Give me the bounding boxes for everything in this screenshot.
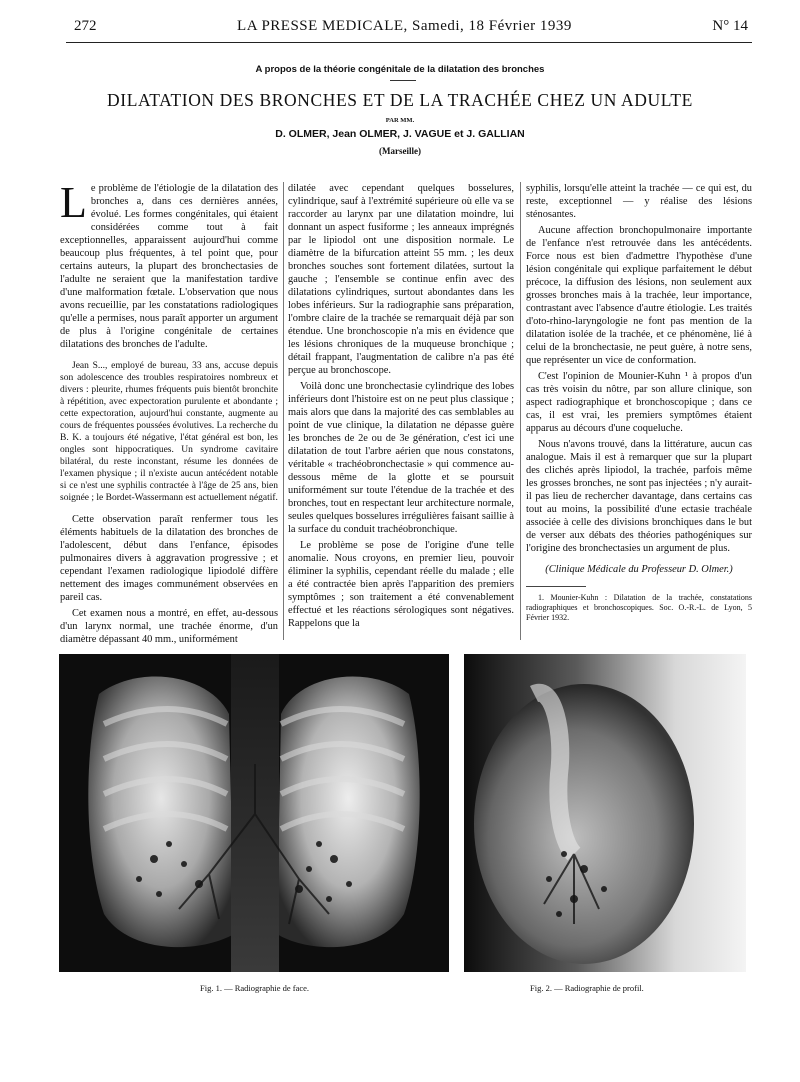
column-1 [60, 178, 278, 649]
figure-1-caption: Fig. 1. — Radiographie de face. [200, 983, 310, 993]
paragraph: Cet examen nous a montré, en effet, au-dessous d'un larynx normal, une trachée énorme, d'un diamètre dépassant 40 mm., uniformément [60, 608, 278, 645]
chest-xray-profile-image [464, 654, 746, 972]
article-title: DILATATION DES BRONCHES ET DE LA TRACHÉE CHEZ UN ADULTE [107, 90, 693, 110]
running-head [74, 18, 748, 38]
column-3 [526, 182, 752, 626]
chest-xray-front-image [59, 654, 449, 972]
figure-2-caption: Fig. 2. — Radiographie de profil. [530, 983, 644, 993]
affiliation-city: (Marseille) [379, 146, 421, 156]
issue-number: N° 14 [712, 18, 748, 34]
paragraph: Nous n'avons trouvé, dans la littérature, aucun cas analogue. Mais il est à remarquer que sur la plupart des clichés après lipiodol, la trachée, parfois même les grosses bronches, ne sont pas injectées ; n'y aurait-il pas lieu de rechercher davantage, dans certains cas tout au moins, la possibilité d'une ectasie trachéale associée à celle des divisions bronchiques dans le but de verser aux débats des théories pathogéniques sur l'origine des bronchectasies un argument de plus. [526, 439, 752, 554]
header-rule [66, 42, 752, 43]
page-number: 272 [74, 18, 97, 34]
paragraph: Voilà donc une bronchectasie cylindrique des lobes inférieurs dont l'histoire est on ne peut plus classique ; mais alors que dans la majorité des cas semblables au point de vue clinique, la dilatation ne dépasse guère les bronches de 2e ou de 3e génération, c'est ici une dilatation de tout l'arbre aérien que nous constatons, véritable « trachéobronchectasie » qui commence au-dessous même de la glotte et se poursuit uniformément sur toute l'étendue de la trachée et des bronches, tout en respectant leur architecture normale, seules quelques bosselures irrégulières faisant saillie à la surface du conduit trachéobronchique. [288, 381, 514, 535]
paragraph: C'est l'opinion de Mounier-Kuhn ¹ à propos d'un cas très voisin du nôtre, par son allure clinique, son aspect radiographique et bronchoscopique ; dans ce cas, il est vrai, les premiers symptômes étaient apparus au décours d'une coqueluche. [526, 371, 752, 434]
byline-par: PAR MM. [385, 117, 415, 124]
paragraph: syphilis, lorsqu'elle atteint la trachée — ce qui est, du reste, exceptionnel — y réalise des lésions sténosantes. [526, 183, 752, 220]
footnote-rule [526, 586, 586, 587]
column-divider [283, 182, 284, 640]
drop-cap: L [60, 178, 87, 227]
footnote: 1. Mounier-Kuhn : Dilatation de la trachée, constatations radiographiques et bronchoscopiques. Soc. O.-R.-L. de Lyon, 5 Février 1932. [526, 593, 752, 622]
paragraph [60, 178, 278, 351]
figure-1-radiograph-front [59, 654, 449, 972]
paragraph: Aucune affection bronchopulmonaire importante de l'enfance n'est retrouvée dans les antécédents. Force nous est bien d'admettre l'hypothèse d'une lésion congénitale qui explique parfaitement le début précoce, la diffusion des lésions, non seulement aux grosses bronches mais à la trachée, leur importance, contrastant avec l'absence d'autre étiologie. Les traités d'oto-rhino-laryngologie ne font pas mention de la dilatation isolée de la trachée, et ce phénomène, lié à celui de la bronchectasie, ne peut guère, à notre sens, que représenter un vice de conformation. [526, 225, 752, 366]
figure-2-radiograph-profile [464, 654, 746, 972]
authors: D. OLMER, Jean OLMER, J. VAGUE et J. GALLIAN [275, 128, 525, 140]
paragraph: Cette observation paraît renfermer tous les éléments habituels de la dilatation des bronches de l'adolescent, début dans l'enfance, épisodes pulmonaires divers à aggravation progressive ; et cependant l'examen radiologique lipiodolé diffère nettement des images communément observées en pareil cas. [60, 514, 278, 603]
article-kicker: A propos de la théorie congénitale de la dilatation des bronches [255, 64, 545, 75]
paragraph-text: e problème de l'étiologie de la dilatation des bronches a, dans ces dernières années, évolué. Les formes congénitales, qui étaient considérées comme tout à fait exceptionnelles, apparaissent aujourd'hui comme beaucoup plus fréquentes, à tel point que, pour certains auteurs, la plupart des bronchectasies de l'adulte ne seraient que la manifestation tardive d'une malformation fœtale. L'observation que nous avons recueillie, par les constatations radiologiques qu'elle a permises, nous paraît apporter un argument de plus à l'origine congénitale de certaines dilatations des bronches de l'adulte. [60, 183, 278, 350]
paragraph: Le problème se pose de l'origine d'une telle anomalie. Nous croyons, en premier lieu, pouvoir éliminer la syphilis, cependant réelle du malade ; elle a été contractée bien après l'apparition des premiers symptômes ; son traitement a été convenablement effectué et les réactions sérologiques sont négatives. Rappelons que la [288, 540, 514, 629]
paragraph: dilatée avec cependant quelques bosselures, cylindrique, sauf à l'extrémité supérieure où elle va se raccorder au larynx par une dilatation moindre, lui donnant un aspect fusiforme ; les anneaux imprégnés par le lipiodol ont une disposition normale. Le diamètre de la bifurcation atteint 55 mm. ; les deux bronches souches sont fortement dilatées, surtout la gauche ; l'ensemble se continue enfin avec des dilatations cylindriques, surtout abondantes dans les lobes inférieurs. Sur la radiographie sans préparation, l'ombre claire de la trachée se remarquait déjà par son étendue. Une bronchoscopie n'a mis en évidence que les lésions chroniques de la muqueuse bronchique ; détail frappant, l'augmentation de calibre n'a pas été perçue au bronchoscope. [288, 183, 514, 376]
column-2 [288, 182, 514, 633]
column-divider [520, 182, 521, 640]
clinic-credit: (Clinique Médicale du Professeur D. Olmer.) [545, 564, 733, 575]
title-divider [390, 80, 416, 81]
case-report: Jean S..., employé de bureau, 33 ans, accuse depuis son adolescence des troubles respiratoires nombreux et divers : pleurite, rhumes fréquents puis bientôt bronchite à répétition, avec expectoration purulente et abondante ; cette expectoration, aujourd'hui constante, augmente au cours de fréquentes poussées évolutives. La recherche du B. K. a toujours été négative, l'état général est bon, les ongles sont hippocratiques. Un syndrome cavitaire bilatéral, du reste inconstant, résume les données de l'examen physique ; il n'existe aucun antécédent notable si ce n'est une syphilis contractée à l'âge de 25 ans, bien soignée ; le Bordet-Wassermann est actuellement négatif. [60, 361, 278, 503]
journal-title: LA PRESSE MEDICALE, Samedi, 18 Février 1939 [237, 18, 572, 34]
